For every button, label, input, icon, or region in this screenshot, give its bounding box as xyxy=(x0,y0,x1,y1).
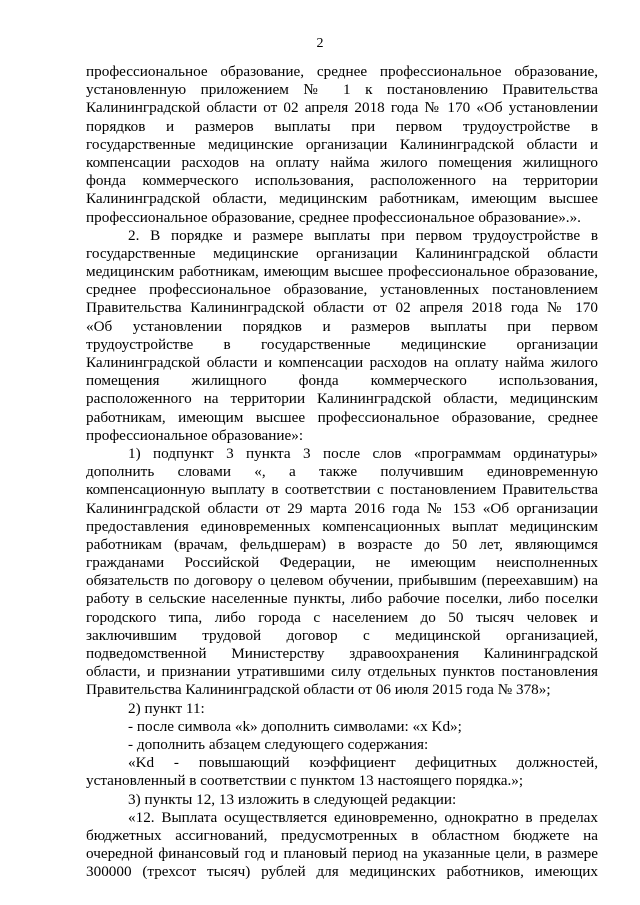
text-line: установленный в соответствии с пунктом 13 настоящего порядка.»; xyxy=(86,772,524,790)
text-line: фонда коммерческого использования, расположенного на территории xyxy=(86,172,598,190)
text-line: Калининградской области от 02 апреля 2018 года № 170 «Об установлении xyxy=(86,99,598,117)
text-line: 300000 (трехсот тысяч) рублей для медицинских работников, имеющих xyxy=(86,863,598,881)
text-line: расположенного на территории Калининградской области, медицинским xyxy=(86,390,598,408)
text-line: медицинским работникам, имеющим высшее профессиональное образование, xyxy=(86,263,598,281)
text-line: помещения жилищного фонда коммерческого использования, xyxy=(86,372,598,390)
text-line: бюджетных ассигнований, предусмотренных в областном бюджете на xyxy=(86,826,598,844)
text-line: 2. В порядке и размере выплаты при первом трудоустройстве в xyxy=(128,226,598,244)
text-line: государственные медицинские организации Калининградской области xyxy=(86,244,598,262)
text-line: Правительства Калининградской области от 06 июля 2015 года № 378»; xyxy=(86,681,551,699)
text-line: компенсации расходов на оплату найма жилого помещения жилищного xyxy=(86,153,598,171)
text-line: - дополнить абзацем следующего содержания: xyxy=(128,735,429,753)
text-line: дополнить словами «, а также получившим единовременную xyxy=(86,463,598,481)
text-line: очередной финансовый год и плановый период на указанные цели, в размере xyxy=(86,845,598,863)
text-line: среднее профессиональное образование, установленных постановлением xyxy=(86,281,598,299)
text-line: подведомственной Министерству здравоохранения Калининградской xyxy=(86,645,598,662)
text-line: предоставления единовременных компенсационных выплат медицинским xyxy=(86,517,598,535)
text-line: государственные медицинские организации Калининградской области и xyxy=(86,135,598,153)
text-line: 1) подпункт 3 пункта 3 после слов «программам ординатуры» xyxy=(128,444,598,462)
text-line: «Об установлении порядков и размеров выплаты при первом xyxy=(86,317,598,335)
text-line: Калининградской области, медицинским работникам, имеющим высшее xyxy=(86,190,598,208)
page-number: 2 xyxy=(316,36,324,51)
text-line: обязательств по договору о целевом обучении, прибывшим (переехавшим) на xyxy=(86,572,598,590)
text-line: области, и признании утратившими силу отдельных пунктов постановления xyxy=(86,663,598,681)
text-line: работникам, имеющим высшее профессиональное образование, среднее xyxy=(86,408,598,426)
text-line: компенсационную выплату в соответствии с постановлением Правительства xyxy=(86,481,598,499)
text-line: «Kd - повышающий коэффициент дефицитных должностей, xyxy=(128,754,598,772)
text-line: Правительства Калининградской области от 02 апреля 2018 года № 170 xyxy=(86,299,598,317)
text-line: профессиональное образование, среднее профессиональное образование, xyxy=(86,63,598,80)
text-line: профессиональное образование»: xyxy=(86,426,304,444)
text-line: работу в сельские населенные пункты, либо рабочие поселки, либо поселки xyxy=(86,590,598,608)
text-line: профессиональное образование, среднее профессиональное образование».». xyxy=(86,208,581,226)
text-line: Калининградской области от 29 марта 2016 года № 153 «Об организации xyxy=(86,499,598,517)
text-line: порядков и размеров выплаты при первом трудоустройстве в xyxy=(86,117,598,135)
text-line: заключившим трудовой договор с медицинской организацией, xyxy=(86,626,598,644)
text-line: - после символа «k» дополнить символами: «x Kd»; xyxy=(128,717,462,735)
text-line: «12. Выплата осуществляется единовременно, однократно в пределах xyxy=(128,808,598,826)
document-body xyxy=(86,63,598,881)
text-line: 3) пункты 12, 13 изложить в следующей редакции: xyxy=(128,790,457,808)
text-line: работникам (врачам, фельдшерам) в возрасте до 50 лет, являющимся xyxy=(86,535,598,553)
text-line: установленную приложением № 1 к постановлению Правительства xyxy=(86,81,598,99)
text-line: гражданами Российской Федерации, не имеющим неисполненных xyxy=(86,554,598,572)
text-line: 2) пункт 11: xyxy=(128,699,205,717)
text-line: трудоустройстве в государственные медицинские организации xyxy=(86,335,598,353)
text-line: Калининградской области и компенсации расходов на оплату найма жилого xyxy=(86,354,598,371)
text-line: городского типа, либо города с населением до 50 тысяч человек и xyxy=(86,608,598,626)
